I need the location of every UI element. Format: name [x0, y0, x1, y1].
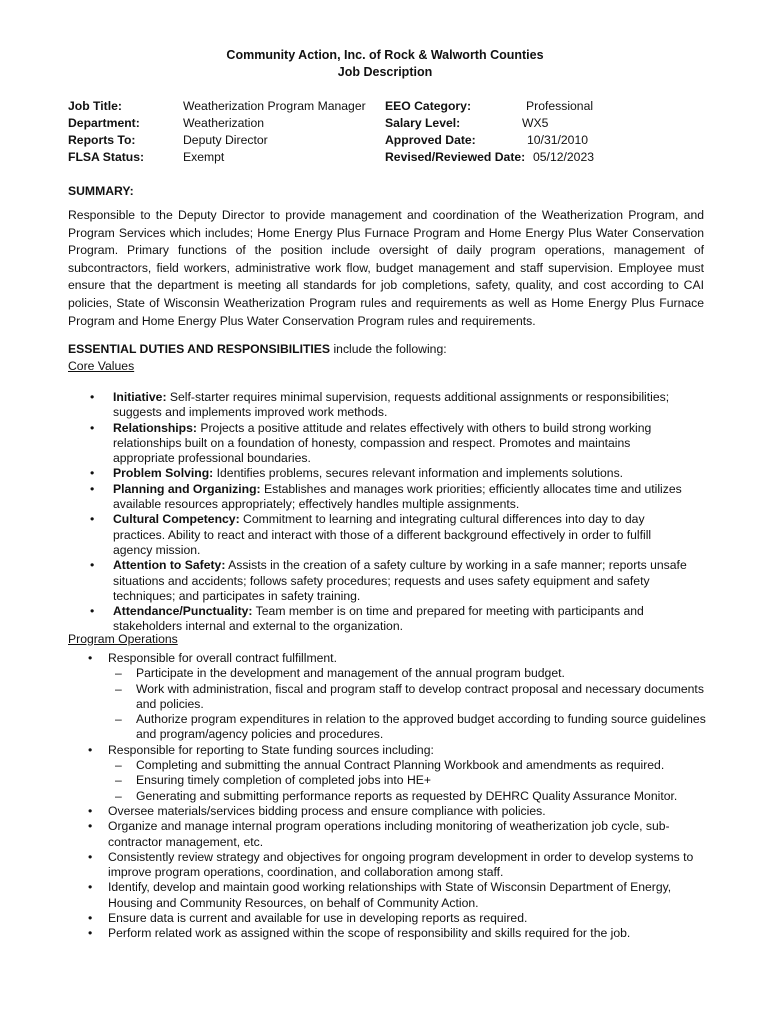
program-operations-list: [68, 651, 708, 942]
reports-to-value: Deputy Director: [183, 133, 268, 147]
core-value-text: Projects a positive attitude and relates effectively with others to build strong working relationships built on a foundation of honesty, compassion and respect. Promotes and maintains appropriate professional boundaries.: [113, 420, 652, 466]
eeo-category-value: Professional: [526, 99, 594, 113]
revised-date-value: 05/12/2023: [533, 150, 594, 164]
duties-title: ESSENTIAL DUTIES AND RESPONSIBILITIES: [68, 342, 331, 356]
program-operation-subitem: – Work with administration, fiscal and program staff to develop contract proposal and necessary documents and policies.: [108, 682, 708, 713]
program-operation-item: [68, 880, 708, 911]
program-operation-item: [68, 850, 708, 881]
program-operation-subitem: – Generating and submitting performance reports as requested by DEHRC Quality Assurance Monitor.: [108, 789, 708, 804]
core-value-text: Self-starter requires minimal supervision, requests additional assignments or responsibilities; suggests and implements improved work methods.: [113, 390, 670, 420]
program-operation-text: Organize and manage internal program operations including monitoring of weatherization job cycle, sub-contractor management, etc.: [108, 819, 670, 849]
program-operation-item: [68, 819, 708, 850]
core-value-term: Attention to Safety:: [113, 558, 226, 573]
department-label: Department:: [68, 116, 140, 130]
program-operation-subitem: – Authorize program expenditures in relation to the approved budget according to funding source guidelines and program/agency policies and procedures.: [108, 712, 708, 743]
eeo-category-label: EEO Category:: [385, 99, 472, 113]
core-values-list: [68, 390, 688, 635]
program-operation-item: [68, 804, 708, 819]
flsa-status-value: Exempt: [183, 150, 225, 164]
core-value-text: Establishes and manages work priorities; efficiently allocates time and utilizes available resources appropriately; effectively handles multiple assignments.: [113, 481, 682, 512]
core-value-term: Cultural Competency:: [113, 512, 240, 527]
core-value-item: [68, 421, 688, 467]
program-operation-subitem: – Participate in the development and management of the annual program budget.: [108, 666, 708, 681]
core-value-item: [68, 604, 688, 635]
core-value-item: [68, 466, 688, 481]
core-value-item: [68, 482, 688, 513]
core-value-term: Attendance/Punctuality:: [113, 604, 253, 619]
program-operation-text: Responsible for reporting to State funding sources including:: [108, 742, 434, 757]
department-value: Weatherization: [183, 116, 265, 130]
salary-level-value: WX5: [522, 116, 549, 130]
summary-title: SUMMARY:: [68, 184, 134, 198]
program-operation-sublist: [108, 666, 708, 742]
approved-date-label: Approved Date:: [385, 133, 476, 147]
program-operation-subitem: – Ensuring timely completion of completed jobs into HE+: [108, 773, 708, 788]
flsa-status-label: FLSA Status:: [68, 150, 145, 164]
organization-title: Community Action, Inc. of Rock & Walworth Counties: [226, 48, 544, 62]
approved-date-value: 10/31/2010: [527, 133, 588, 147]
core-value-item: [68, 390, 688, 421]
program-operation-text: Perform related work as assigned within the scope of responsibility and skills required for the job.: [108, 926, 631, 941]
document-title: Job Description: [337, 65, 433, 79]
program-operation-item: [68, 651, 708, 743]
program-operation-text: Responsible for overall contract fulfillment.: [108, 651, 337, 665]
program-operation-item: [68, 911, 708, 926]
core-values-heading: Core Values: [68, 359, 135, 373]
program-operation-item: [68, 743, 708, 804]
program-operation-sublist: [108, 758, 708, 804]
reports-to-label: Reports To:: [68, 133, 136, 147]
program-operation-text: Consistently review strategy and objectives for ongoing program development in order to develop systems to improve program operations, coordination, and collaboration among staff.: [108, 849, 694, 880]
core-value-item: [68, 558, 688, 604]
program-operation-text: Oversee materials/services bidding process and ensure compliance with policies.: [108, 803, 546, 818]
core-value-term: Problem Solving:: [113, 466, 214, 481]
program-operation-subitem: – Completing and submitting the annual Contract Planning Workbook and amendments as required.: [108, 758, 708, 773]
core-value-text: Team member is on time and prepared for meeting with participants and stakeholders internal and external to the organization.: [113, 604, 644, 634]
summary-text: Responsible to the Deputy Director to provide management and coordination of the Weatherization Program, and Program Services which includes; Home Energy Plus Furnace Program and Home Energy Plus Water Conservation Program. Primary functions of the position include oversight of daily program operations, management of subcontractors, field workers, administrative work flow, budget management and staff supervision. Employee must ensure that the department is meeting all standards for job completions, safety, quality, and cost according to CAI policies, State of Wisconsin Weatherization Program rules and requirements as well as Home Energy Plus Furnace Program and Home Energy Plus Water Conservation Program rules and requirements.: [68, 208, 704, 328]
job-title-label: Job Title:: [68, 99, 122, 113]
program-operation-item: [68, 926, 708, 941]
duties-heading: [68, 342, 447, 356]
program-operation-text: Ensure data is current and available for use in developing reports as required.: [108, 911, 528, 926]
core-value-text: Assists in the creation of a safety culture by working in a safe manner; reports unsafe situations and accidents; follows safety procedures; requests and uses safety equipment and safety techniques; and participates in safety training.: [113, 558, 687, 603]
salary-level-label: Salary Level:: [385, 116, 461, 130]
core-value-item: [68, 512, 688, 558]
core-value-term: Initiative:: [113, 390, 167, 404]
core-value-term: Planning and Organizing:: [113, 481, 261, 496]
core-value-term: Relationships:: [113, 420, 197, 435]
core-value-text: Commitment to learning and integrating cultural differences into day to day practices. Ability to react and interact with those of a different background effectively in order to fulfill agency mission.: [113, 512, 652, 557]
revised-date-label: Revised/Reviewed Date:: [385, 150, 526, 164]
program-operation-text: Identify, develop and maintain good working relationships with State of Wisconsin Department of Energy, Housing and Community Resources, on behalf of Community Action.: [108, 880, 672, 910]
job-title-value: Weatherization Program Manager: [183, 99, 366, 113]
duties-title-suffix: include the following:: [330, 342, 447, 356]
core-value-text: Identifies problems, secures relevant information and implements solutions.: [213, 466, 624, 481]
program-operations-heading: Program Operations: [68, 632, 178, 646]
